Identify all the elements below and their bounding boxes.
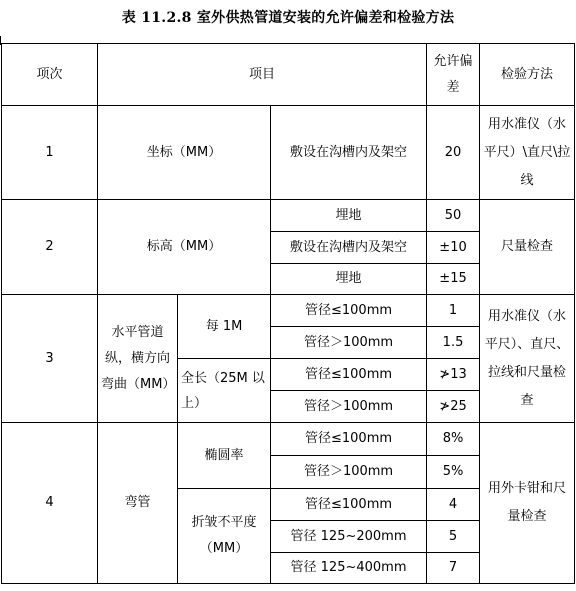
row3-value-1: 1 — [427, 295, 480, 327]
row4-value-2: 5% — [427, 456, 480, 489]
row4-condition-4: 管径 125~200mm — [271, 521, 427, 553]
row1-condition: 敷设在沟槽内及架空 — [271, 106, 427, 200]
row4-value-4: 5 — [427, 521, 480, 553]
row3-sub-each-meter: 每 1M — [178, 295, 271, 359]
table-row — [2, 200, 575, 232]
row3-item: 水平管道纵，横方向弯曲（MM） — [98, 295, 178, 423]
row3-condition-3: 管径≤100mm — [271, 359, 427, 391]
row3-seq: 3 — [2, 295, 98, 423]
row4-value-5: 7 — [427, 553, 480, 584]
row3-value-4: ≯25 — [427, 391, 480, 423]
row2-condition-3: 埋地 — [271, 264, 427, 295]
row4-sub-ovality: 椭圆率 — [178, 423, 271, 489]
row1-item: 坐标（MM） — [98, 106, 271, 200]
row1-method: 用水准仪（水平尺）\直尺\拉线 — [480, 106, 575, 200]
row2-value-3: ±15 — [427, 264, 480, 295]
row3-condition-2: 管径＞100mm — [271, 327, 427, 359]
row4-value-3: 4 — [427, 489, 480, 521]
header-seq: 项次 — [2, 44, 98, 106]
row2-value-2: ±10 — [427, 232, 480, 264]
row3-condition-4: 管径＞100mm — [271, 391, 427, 423]
row3-method: 用水准仪（水平尺）、直尺、拉线和尺量检查 — [480, 295, 575, 423]
header-item: 项目 — [98, 44, 427, 106]
row1-value: 20 — [427, 106, 480, 200]
row4-sub-wrinkle: 折皱不平度（MM） — [178, 489, 271, 584]
row2-method: 尺量检查 — [480, 200, 575, 295]
row4-value-1: 8% — [427, 423, 480, 456]
row4-condition-5: 管径 125~400mm — [271, 553, 427, 584]
row4-condition-3: 管径≤100mm — [271, 489, 427, 521]
table-title: 表 11.2.8 室外供热管道安装的允许偏差和检验方法 — [121, 10, 455, 26]
row4-condition-1: 管径≤100mm — [271, 423, 427, 456]
deviation-table — [1, 43, 575, 584]
row2-condition-2: 敷设在沟槽内及架空 — [271, 232, 427, 264]
row3-value-3: ≯13 — [427, 359, 480, 391]
row3-condition-1: 管径≤100mm — [271, 295, 427, 327]
row3-sub-full-length: 全长（25M 以上） — [178, 359, 271, 423]
row4-item: 弯管 — [98, 423, 178, 584]
row4-method: 用外卡钳和尺量检查 — [480, 423, 575, 584]
row3-value-2: 1.5 — [427, 327, 480, 359]
header-deviation: 允许偏差 — [427, 44, 480, 106]
row2-seq: 2 — [2, 200, 98, 295]
row2-item: 标高（MM） — [98, 200, 271, 295]
table-row — [2, 295, 575, 327]
row1-seq: 1 — [2, 106, 98, 200]
row2-value-1: 50 — [427, 200, 480, 232]
row2-condition-1: 埋地 — [271, 200, 427, 232]
header-method: 检验方法 — [480, 44, 575, 106]
header-row — [2, 44, 575, 106]
row4-seq: 4 — [2, 423, 98, 584]
table-row — [2, 106, 575, 200]
table-row — [2, 423, 575, 456]
row4-condition-2: 管径＞100mm — [271, 456, 427, 489]
